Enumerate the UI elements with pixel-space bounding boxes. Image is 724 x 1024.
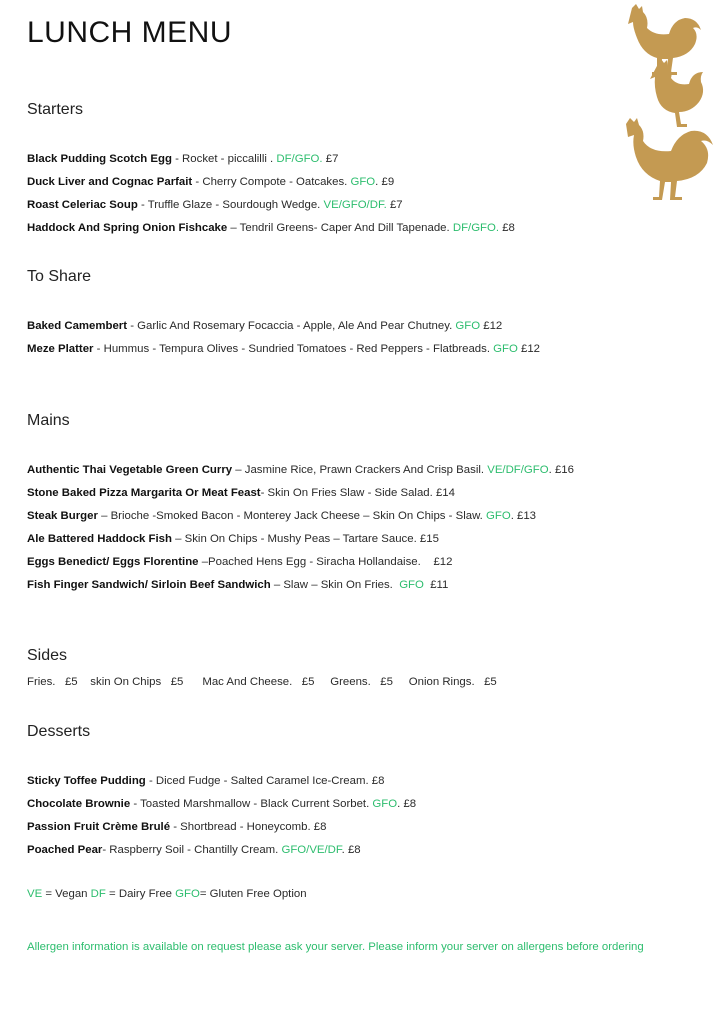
menu-item-description: - Garlic And Rosemary Focaccia - Apple, Ale And Pear Chutney. — [127, 320, 456, 332]
menu-item — [27, 554, 574, 577]
menu-item — [27, 151, 515, 174]
to-share-list — [27, 318, 540, 364]
menu-item-description: –Poached Hens Egg - Siracha Hollandaise. £12 — [198, 556, 453, 568]
menu-item-dietary-tags: GFO — [372, 798, 398, 810]
menu-item-dietary-tags: VE/DF/GFO — [487, 464, 549, 476]
menu-item-dietary-tags: VE/GFO/DF. — [323, 199, 387, 211]
menu-item — [27, 508, 574, 531]
menu-title: LUNCH MENU — [27, 16, 233, 49]
menu-item — [27, 819, 416, 842]
section-heading-starters: Starters — [27, 101, 84, 118]
menu-item — [27, 796, 416, 819]
menu-item-dietary-tags: GFO — [399, 579, 424, 591]
menu-item-description: - Diced Fudge - Salted Caramel Ice-Cream. £8 — [145, 775, 385, 787]
legend-ve: VE — [27, 888, 43, 900]
menu-item-description: – Tendril Greens- Caper And Dill Tapenade. — [227, 222, 453, 234]
legend-df: DF — [90, 888, 106, 900]
section-heading-mains: Mains — [27, 412, 70, 429]
legend-gfo-text: = Gluten Free Option — [199, 888, 307, 900]
menu-item-name: Passion Fruit Crème Brulé — [27, 821, 171, 833]
menu-item — [27, 341, 540, 364]
menu-item-dietary-tags: GFO — [350, 176, 376, 188]
menu-item-description: – Slaw – Skin On Fries. — [270, 579, 400, 591]
menu-item-description: - Skin On Fries Slaw - Side Salad. £14 — [260, 487, 455, 499]
menu-item-description: - Raspberry Soil - Chantilly Cream. — [102, 844, 282, 856]
menu-item-name: Steak Burger — [27, 510, 98, 522]
legend-ve-text: = Vegan — [42, 888, 91, 900]
menu-item-description: - Hummus - Tempura Olives - Sundried Tomatoes - Red Peppers - Flatbreads. — [93, 343, 494, 355]
menu-item-name: Black Pudding Scotch Egg — [27, 153, 172, 165]
menu-item-price: . £8 — [341, 844, 361, 856]
dietary-legend — [27, 888, 307, 900]
menu-item-description: – Skin On Chips - Mushy Peas – Tartare Sauce. £15 — [171, 533, 439, 545]
menu-item-name: Duck Liver and Cognac Parfait — [27, 176, 193, 188]
rooster-logo-icon — [618, 2, 718, 212]
menu-item-description: - Cherry Compote - Oatcakes. — [192, 176, 351, 188]
legend-df-text: = Dairy Free — [105, 888, 176, 900]
menu-item-dietary-tags: GFO — [455, 320, 481, 332]
section-heading-desserts: Desserts — [27, 723, 91, 740]
menu-item-dietary-tags: DF/GFO. — [452, 222, 500, 234]
menu-item-description: – Brioche -Smoked Bacon - Monterey Jack Cheese – Skin On Chips - Slaw. — [97, 510, 486, 522]
menu-item-price: £11 — [423, 579, 449, 591]
menu-item-dietary-tags: GFO — [493, 343, 518, 355]
menu-item — [27, 773, 416, 796]
menu-item — [27, 842, 416, 865]
starters-list — [27, 151, 515, 243]
legend-gfo: GFO — [175, 888, 200, 900]
menu-item-price: £7 — [322, 153, 339, 165]
menu-item-description: – Jasmine Rice, Prawn Crackers And Crisp Basil. — [232, 464, 488, 476]
menu-item-name: Baked Camembert — [27, 320, 128, 332]
menu-item-name: Chocolate Brownie — [27, 798, 131, 810]
menu-item — [27, 174, 515, 197]
menu-item-name: Meze Platter — [27, 343, 94, 355]
mains-list — [27, 462, 574, 600]
desserts-list — [27, 773, 416, 865]
menu-item-dietary-tags: GFO/VE/DF — [281, 844, 342, 856]
menu-item-name: Fish Finger Sandwich/ Sirloin Beef Sandwich — [27, 579, 271, 591]
menu-item-price: £7 — [386, 199, 403, 211]
menu-item-name: Poached Pear — [27, 844, 103, 856]
menu-item-description: - Rocket - piccalilli . — [171, 153, 277, 165]
menu-item-description: - Truffle Glaze - Sourdough Wedge. — [137, 199, 324, 211]
section-heading-sides: Sides — [27, 647, 68, 664]
menu-item-price: £12 — [517, 343, 541, 355]
menu-item-name: Sticky Toffee Pudding — [27, 775, 146, 787]
menu-item-price: £12 — [480, 320, 503, 332]
menu-item-name: Haddock And Spring Onion Fishcake — [27, 222, 228, 234]
allergen-note: Allergen information is available on request please ask your server. Please inform your server on allergens before ordering — [27, 941, 644, 953]
menu-item-name: Stone Baked Pizza Margarita Or Meat Feast — [27, 487, 261, 499]
menu-item-price: £8 — [499, 222, 515, 234]
menu-item — [27, 531, 574, 554]
menu-item — [27, 462, 574, 485]
menu-item — [27, 220, 515, 243]
menu-item-name: Roast Celeriac Soup — [27, 199, 138, 211]
menu-item — [27, 577, 574, 600]
menu-item-name: Ale Battered Haddock Fish — [27, 533, 172, 545]
menu-item-name: Authentic Thai Vegetable Green Curry — [27, 464, 233, 476]
menu-item-dietary-tags: GFO — [486, 510, 511, 522]
menu-item-description: - Shortbread - Honeycomb. £8 — [170, 821, 327, 833]
menu-item-dietary-tags: DF/GFO. — [276, 153, 323, 165]
menu-item — [27, 318, 540, 341]
menu-item-description: - Toasted Marshmallow - Black Current Sorbet. — [130, 798, 373, 810]
menu-item-price: . £8 — [397, 798, 417, 810]
menu-item-price: . £9 — [375, 176, 395, 188]
menu-item-price: . £16 — [548, 464, 574, 476]
menu-item-name: Eggs Benedict/ Eggs Florentine — [27, 556, 199, 568]
menu-item-price: . £13 — [510, 510, 537, 522]
menu-item — [27, 485, 574, 508]
section-heading-to-share: To Share — [27, 268, 92, 285]
sides-line: Fries. £5 skin On Chips £5 Mac And Cheese. £5 Greens. £5 Onion Rings. £5 — [27, 676, 497, 688]
menu-item — [27, 197, 515, 220]
